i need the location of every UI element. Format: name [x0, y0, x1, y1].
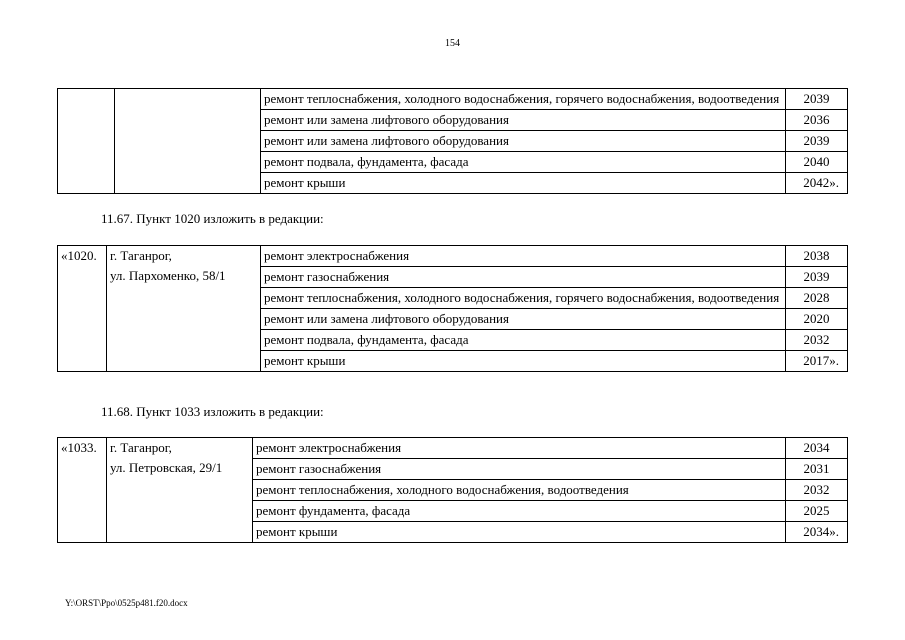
work-cell: ремонт крыши — [261, 351, 786, 372]
work-cell: ремонт или замена лифтового оборудования — [261, 309, 786, 330]
number-cell: «1033. — [58, 438, 107, 543]
year-cell: 2028 — [786, 288, 848, 309]
address-cell — [107, 246, 261, 372]
work-cell: ремонт газоснабжения — [261, 267, 786, 288]
paragraph-1067: 11.67. Пункт 1020 изложить в редакции: — [101, 211, 324, 226]
footer-file-path: Y:\ORST\Ppo\0525p481.f20.docx — [65, 598, 188, 608]
address-city: г. Таганрог, — [110, 440, 172, 455]
work-cell: ремонт фундамента, фасада — [253, 501, 786, 522]
work-cell: ремонт или замена лифтового оборудования — [261, 110, 786, 131]
year-cell: 2034». — [786, 522, 848, 543]
year-cell: 2042». — [786, 173, 848, 194]
address-cell — [115, 89, 261, 194]
year-cell: 2039 — [786, 267, 848, 288]
number-cell — [58, 89, 115, 194]
table-1033 — [57, 437, 848, 543]
work-cell: ремонт теплоснабжения, холодного водоснабжения, горячего водоснабжения, водоотведения — [261, 89, 786, 110]
work-cell: ремонт крыши — [253, 522, 786, 543]
work-cell: ремонт или замена лифтового оборудования — [261, 131, 786, 152]
year-cell: 2032 — [786, 330, 848, 351]
work-cell: ремонт электроснабжения — [261, 246, 786, 267]
year-cell: 2017». — [786, 351, 848, 372]
year-cell: 2040 — [786, 152, 848, 173]
work-cell: ремонт подвала, фундамента, фасада — [261, 330, 786, 351]
table-1020 — [57, 245, 848, 372]
number-cell: «1020. — [58, 246, 107, 372]
work-cell: ремонт крыши — [261, 173, 786, 194]
year-cell: 2039 — [786, 131, 848, 152]
year-cell: 2036 — [786, 110, 848, 131]
year-cell: 2025 — [786, 501, 848, 522]
work-cell: ремонт газоснабжения — [253, 459, 786, 480]
address-street: ул. Петровская, 29/1 — [110, 460, 223, 475]
work-cell: ремонт подвала, фундамента, фасада — [261, 152, 786, 173]
year-cell: 2034 — [786, 438, 848, 459]
work-cell: ремонт теплоснабжения, холодного водоснабжения, водоотведения — [253, 480, 786, 501]
page-number: 154 — [445, 38, 460, 49]
table-row — [58, 89, 848, 110]
work-cell: ремонт электроснабжения — [253, 438, 786, 459]
table-row — [58, 246, 848, 267]
year-cell: 2020 — [786, 309, 848, 330]
paragraph-1068: 11.68. Пункт 1033 изложить в редакции: — [101, 404, 324, 419]
address-city: г. Таганрог, — [110, 248, 172, 263]
address-street: ул. Пархоменко, 58/1 — [110, 268, 226, 283]
address-cell — [107, 438, 253, 543]
work-cell: ремонт теплоснабжения, холодного водоснабжения, горячего водоснабжения, водоотведения — [261, 288, 786, 309]
table-row — [58, 438, 848, 459]
table-continuation — [57, 88, 848, 194]
year-cell: 2039 — [786, 89, 848, 110]
year-cell: 2038 — [786, 246, 848, 267]
year-cell: 2031 — [786, 459, 848, 480]
year-cell: 2032 — [786, 480, 848, 501]
